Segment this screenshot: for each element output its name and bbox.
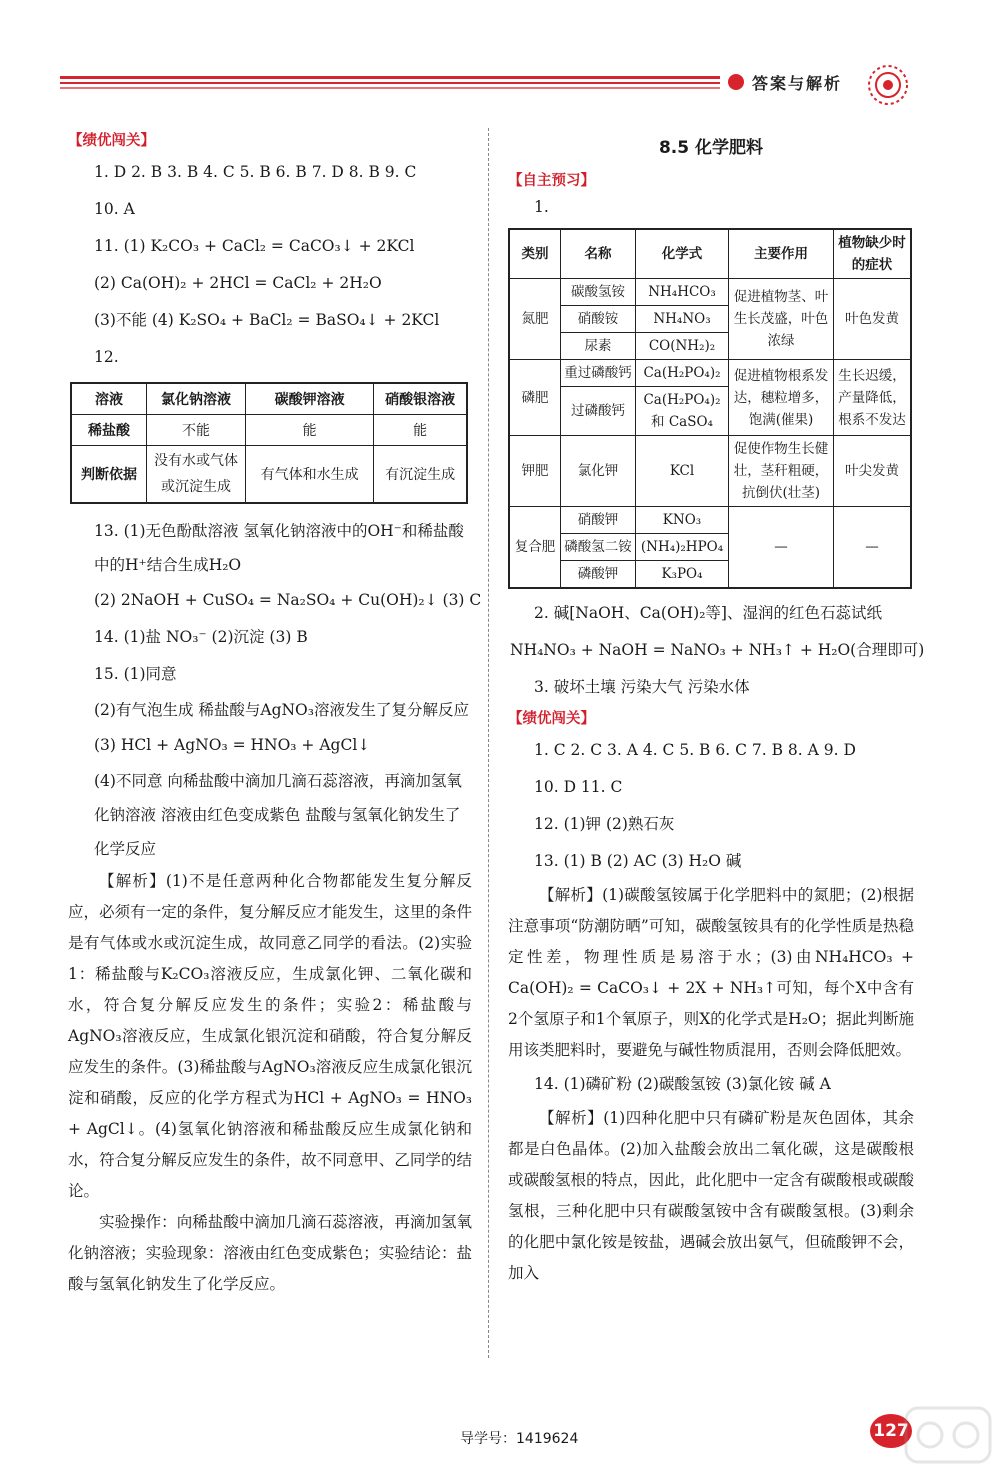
answer-line: NH₄NO₃ + NaOH = NaNO₃ + NH₃↑ + H₂O(合理即可) bbox=[510, 641, 925, 659]
section-tag: 【绩优闯关】 bbox=[68, 133, 155, 149]
table-cell: 主要作用 bbox=[729, 229, 834, 279]
table-cell: 溶液 bbox=[71, 383, 147, 415]
answer-line: 11. (1) K₂CO₃ + CaCl₂ = CaCO₃↓ + 2KCl bbox=[94, 237, 415, 255]
table-cell: NH₄NO₃ bbox=[636, 306, 729, 333]
table-cell: (NH₄)₂HPO₄ bbox=[636, 534, 729, 561]
answer-line: (2) Ca(OH)₂ + 2HCl = CaCl₂ + 2H₂O bbox=[94, 274, 382, 292]
table-cell: 磷酸钾 bbox=[561, 561, 636, 589]
answer-line: (4)不同意 向稀盐酸中滴加几滴石蕊溶液，再滴加氢氧化钠溶液 溶液由红色变成紫色 盐酸与氢氧化钠发生了化学反应 bbox=[94, 772, 462, 858]
answer-line: 10. D 11. C bbox=[534, 778, 623, 796]
section-tag: 【绩优闯关】 bbox=[508, 711, 595, 727]
answer-line: 15. (1)同意 bbox=[94, 665, 177, 683]
table-cell: 硝酸银溶液 bbox=[374, 383, 467, 415]
table-cell: 氯化钠溶液 bbox=[147, 383, 246, 415]
table-cell: 判断依据 bbox=[71, 446, 147, 504]
table-cell: 硝酸钾 bbox=[561, 507, 636, 534]
table-cell: Ca(H₂PO₄)₂ bbox=[636, 360, 729, 387]
answer-line: 2. 碱[NaOH、Ca(OH)₂等]、湿润的红色石蕊试纸 bbox=[534, 604, 882, 622]
table-cell: 钾肥 bbox=[509, 436, 561, 507]
table-cell: 重过磷酸钙 bbox=[561, 360, 636, 387]
page-header bbox=[60, 66, 965, 106]
explanation-paragraph: 【解析】(1)碳酸氢铵属于化学肥料中的氮肥；(2)根据注意事项“防潮防晒”可知，碳酸氢铵具有的化学性质是热稳定性差，物理性质是易溶于水；(3)由NH₄HCO₃ + Ca(OH)₂ = CaCO₃↓ + 2X + NH₃↑可知，每个X中含有2个氢原子和1个氧原子，则X的化学式是H₂O；据此判断施用该类肥料时，要避免与碱性物质混用，否则会降低肥效。 bbox=[508, 886, 914, 1059]
header-rule bbox=[60, 76, 720, 79]
table-cell: 叶尖发黄 bbox=[834, 436, 912, 507]
table-cell: 促进植物茎、叶生长茂盛，叶色浓绿 bbox=[729, 279, 834, 360]
answer-line: (2) 2NaOH + CuSO₄ = Na₂SO₄ + Cu(OH)₂↓ (3) C bbox=[94, 591, 482, 609]
answer-line: (2)有气泡生成 稀盐酸与AgNO₃溶液发生了复分解反应 bbox=[94, 701, 469, 719]
table-cell: 叶色发黄 bbox=[834, 279, 912, 360]
table-cell: 生长迟缓，产量降低，根系不发达 bbox=[834, 360, 912, 436]
table-cell: 化学式 bbox=[636, 229, 729, 279]
table-cell: 氮肥 bbox=[509, 279, 561, 360]
table-cell: 尿素 bbox=[561, 333, 636, 360]
table-cell: 过磷酸钙 bbox=[561, 387, 636, 436]
table-cell: 能 bbox=[374, 415, 467, 446]
guide-number: 导学号：1419624 bbox=[460, 1431, 579, 1447]
table-cell: 稀盐酸 bbox=[71, 415, 147, 446]
header-rule bbox=[60, 82, 720, 84]
table-cell: 类别 bbox=[509, 229, 561, 279]
table-cell: 复合肥 bbox=[509, 507, 561, 589]
table-cell: Ca(H₂PO₄)₂ 和 CaSO₄ bbox=[636, 387, 729, 436]
header-rule bbox=[60, 87, 720, 89]
answer-line: 1. C 2. C 3. A 4. C 5. B 6. C 7. B 8. A 9. D bbox=[534, 741, 856, 759]
table-cell: 硝酸铵 bbox=[561, 306, 636, 333]
sun-logo-icon bbox=[865, 62, 911, 108]
answer-line: 13. (1)无色酚酞溶液 氢氧化钠溶液中的OH⁻和稀盐酸中的H⁺结合生成H₂O bbox=[94, 522, 464, 574]
answer-line: 1. bbox=[534, 198, 549, 216]
section-title: 8.5 化学肥料 bbox=[658, 138, 764, 158]
answer-line: (3) HCl + AgNO₃ = HNO₃ + AgCl↓ bbox=[94, 736, 371, 754]
table-cell: 名称 bbox=[561, 229, 636, 279]
table-cell: K₃PO₄ bbox=[636, 561, 729, 589]
header-bullet-icon bbox=[728, 74, 744, 90]
table-cell: KNO₃ bbox=[636, 507, 729, 534]
explanation-paragraph: 【解析】(1)四种化肥中只有磷矿粉是灰色固体，其余都是白色晶体。(2)加入盐酸会放出二氧化碳，这是碳酸根或碳酸氢根的特点，因此，此化肥中一定含有碳酸根或碳酸氢根，三种化肥中只有碳酸氢铵中含有碳酸氢根。(3)剩余的化肥中氯化铵是铵盐，遇碱会放出氨气，但硫酸钾不会，加入 bbox=[508, 1109, 914, 1282]
table-cell: 植物缺少时的症状 bbox=[834, 229, 912, 279]
column-divider bbox=[488, 128, 489, 1358]
table-cell: 没有水或气体或沉淀生成 bbox=[147, 446, 246, 504]
table-cell: — bbox=[729, 507, 834, 589]
answer-line: 1. D 2. B 3. B 4. C 5. B 6. B 7. D 8. B 9. C bbox=[94, 163, 417, 181]
table-cell: 氯化钾 bbox=[561, 436, 636, 507]
page-number: 127 bbox=[870, 1414, 912, 1448]
table-cell: 磷肥 bbox=[509, 360, 561, 436]
answer-line: 10. A bbox=[94, 200, 135, 218]
table-cell: 有气体和水生成 bbox=[246, 446, 374, 504]
table-cell: 碳酸钾溶液 bbox=[246, 383, 374, 415]
right-column bbox=[508, 128, 925, 1289]
answer-line: 12. (1)钾 (2)熟石灰 bbox=[534, 815, 675, 833]
answer-line: 3. 破坏土壤 污染大气 污染水体 bbox=[534, 678, 750, 696]
table-cell: 磷酸氢二铵 bbox=[561, 534, 636, 561]
table-cell: KCl bbox=[636, 436, 729, 507]
solution-table bbox=[70, 382, 468, 504]
answer-line: 13. (1) B (2) AC (3) H₂O 碱 bbox=[534, 852, 742, 870]
table-cell: 碳酸氢铵 bbox=[561, 279, 636, 306]
header-title: 答案与解析 bbox=[752, 74, 843, 93]
answer-line: 14. (1)盐 NO₃⁻ (2)沉淀 (3) B bbox=[94, 628, 308, 646]
answer-line: 12. bbox=[94, 348, 119, 366]
table-cell: NH₄HCO₃ bbox=[636, 279, 729, 306]
table-cell: 不能 bbox=[147, 415, 246, 446]
left-column bbox=[68, 128, 482, 1300]
table-cell: 有沉淀生成 bbox=[374, 446, 467, 504]
answer-line: 14. (1)磷矿粉 (2)碳酸氢铵 (3)氯化铵 碱 A bbox=[534, 1075, 831, 1093]
answer-line: (3)不能 (4) K₂SO₄ + BaCl₂ = BaSO₄↓ + 2KCl bbox=[94, 311, 440, 329]
explanation-paragraph: 【解析】(1)不是任意两种化合物都能发生复分解反应，必须有一定的条件，复分解反应才能发生，这里的条件是有气体或水或沉淀生成，故同意乙同学的看法。(2)实验1：稀盐酸与K₂CO₃溶液反应，生成氯化钾、二氧化碳和水，符合复分解反应发生的条件；实验2：稀盐酸与AgNO₃溶液反应，生成氯化银沉淀和硝酸，符合复分解反应发生的条件。(3)稀盐酸与AgNO₃溶液反应生成氯化银沉淀和硝酸，反应的化学方程式为HCl + AgNO₃ = HNO₃ + AgCl↓。(4)氢氧化钠溶液和稀盐酸反应生成氯化钠和水，符合复分解反应发生的条件，故不同意甲、乙同学的结论。 bbox=[68, 872, 472, 1200]
table-cell: 能 bbox=[246, 415, 374, 446]
table-cell: — bbox=[834, 507, 912, 589]
table-cell: 促进植物根系发达，穗粒增多，饱满(催果) bbox=[729, 360, 834, 436]
explanation-paragraph: 实验操作：向稀盐酸中滴加几滴石蕊溶液，再滴加氢氧化钠溶液；实验现象：溶液由红色变成紫色；实验结论：盐酸与氢氧化钠发生了化学反应。 bbox=[68, 1213, 472, 1293]
fertilizer-table bbox=[508, 228, 912, 589]
table-cell: 促使作物生长健壮，茎秆粗硬，抗倒伏(壮茎) bbox=[729, 436, 834, 507]
table-cell: CO(NH₂)₂ bbox=[636, 333, 729, 360]
section-tag: 【自主预习】 bbox=[508, 173, 595, 189]
watermark-logo-icon bbox=[900, 1400, 996, 1470]
